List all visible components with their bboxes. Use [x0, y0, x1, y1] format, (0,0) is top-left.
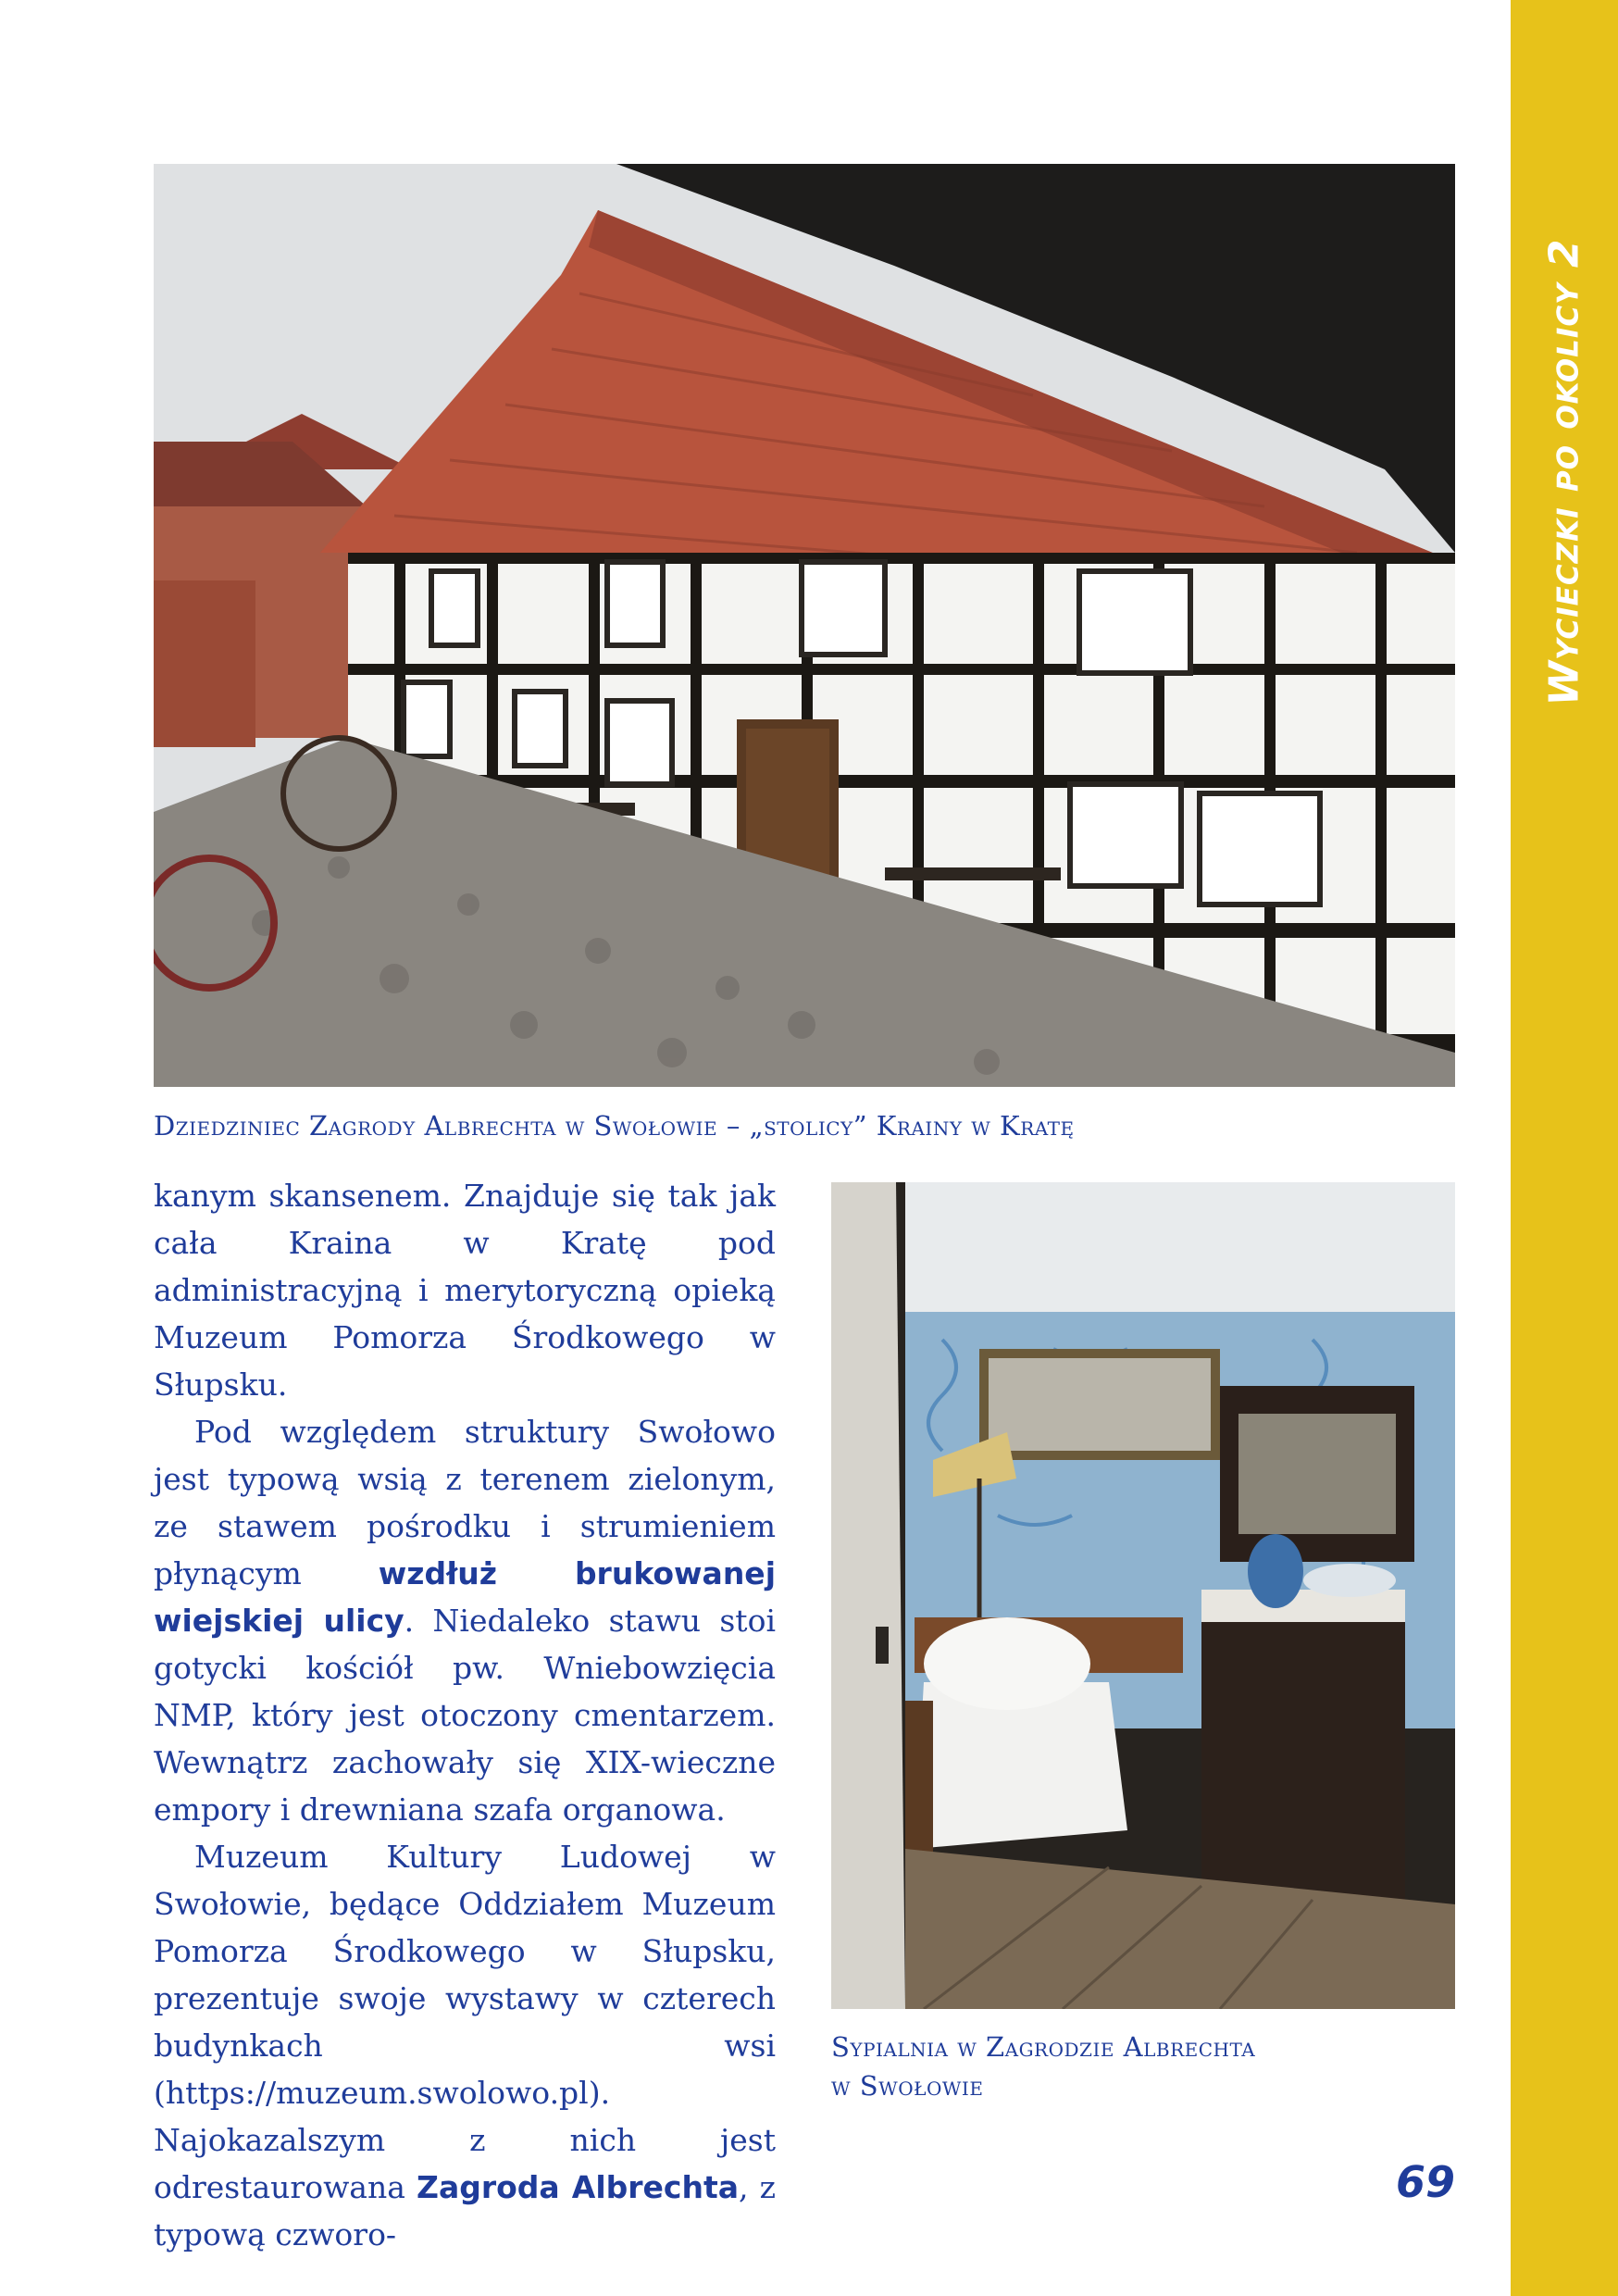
- courtyard-photo-caption: Dziedziniec Zagrody Albrechta w Swołowie – „stolicy” Krainy w Kratę: [154, 1110, 1075, 1142]
- paragraph-3: Muzeum Kultury Ludowej w Swołowie, będące Oddziałem Muzeum Pomorza Środkowego w Słupsku, prezentuje swoje wystawy w czterech budynkach wsi (https://muzeum.swolowo.pl). Najokazalszym z nich jest odrestaurowana Zagroda Albrechta, z typową czworo-: [154, 1839, 777, 2252]
- paragraph-2: Pod względem struktury Swołowo jest typową wsią z terenem zielonym, ze stawem pośrodku i strumieniem płynącym wzdłuż brukowanej wiejskiej ulicy. Niedaleko stawu stoi gotycki kościół pw. Wniebowzięcia NMP, który jest otoczony cmentarzem. Wewnątrz zachowały się XIX-wieczne empory i drewniana szafa organowa.: [154, 1414, 776, 1828]
- highlighted-phrase: Zagroda Albrechta: [417, 2169, 740, 2205]
- bedroom-illustration: [831, 1182, 1455, 2009]
- courtyard-photo: [154, 164, 1455, 1087]
- article-body: [154, 1172, 776, 2258]
- bedroom-photo-caption: Sypialnia w Zagrodzie Albrechta w Swołowie: [831, 2031, 1256, 2102]
- bedroom-photo: [831, 1182, 1455, 2009]
- highlighted-phrase: wzdłuż brukowanej wiejskiej ulicy: [154, 1555, 776, 1639]
- courtyard-illustration: [154, 164, 1455, 1087]
- page-number: 69: [1395, 2157, 1455, 2207]
- chapter-title: Wycieczki po okolicy 2: [1540, 238, 1588, 706]
- paragraph-1: kanym skansenem. Znajduje się tak jak cała Kraina w Kratę pod administracyjną i merytoryczną opieką Muzeum Pomorza Środkowego w Słupsku.: [154, 1178, 776, 1403]
